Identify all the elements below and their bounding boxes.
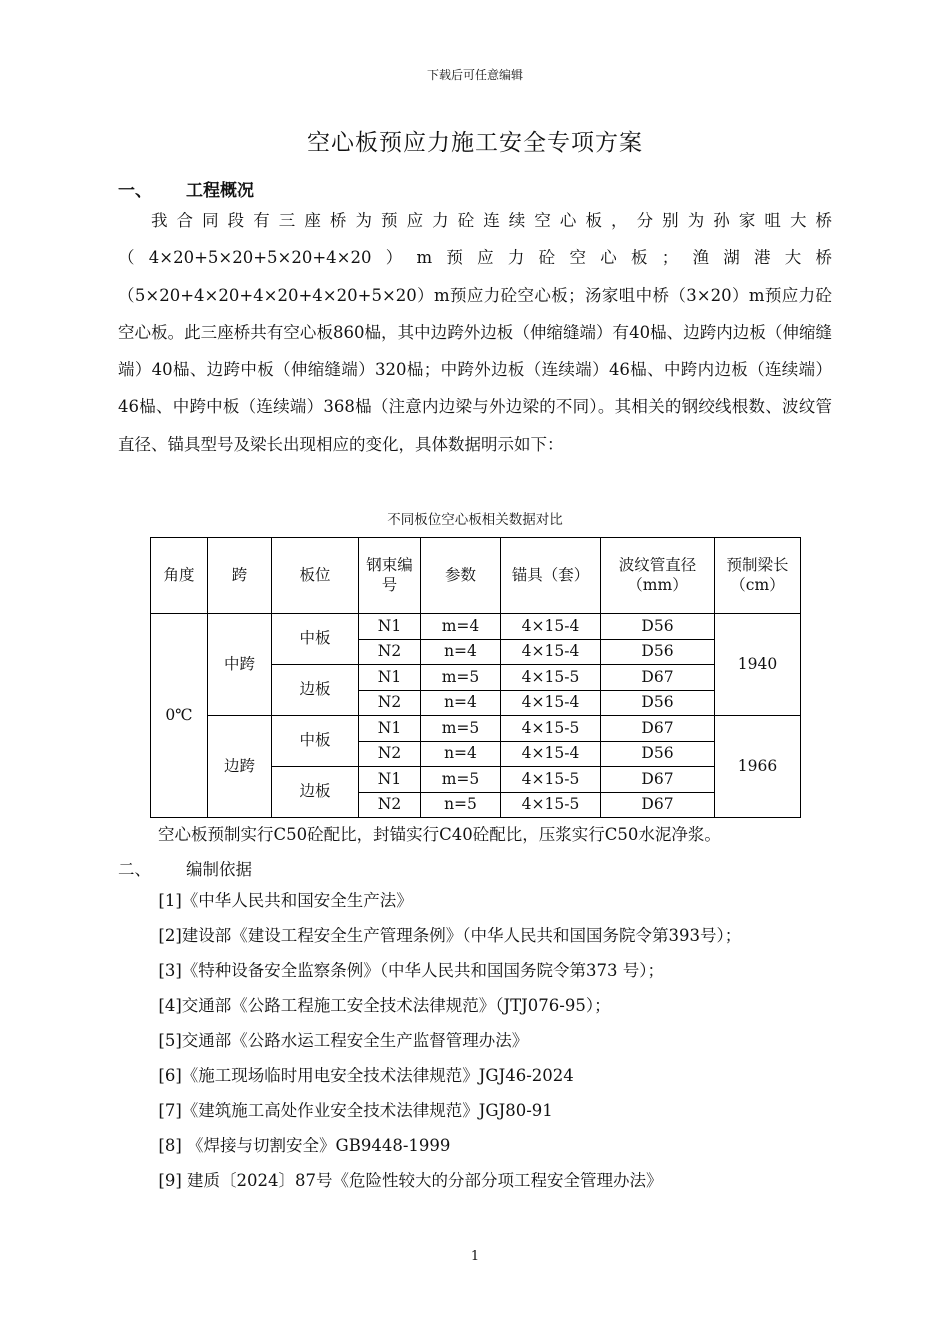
anchor-cell: 4×15-4 [501,741,601,767]
reference-item: [5]交通部《公路水运工程安全生产监督管理办法》 [158,1031,529,1050]
reference-item: [2]建设部《建设工程安全生产管理条例》（中华人民共和国国务院令第393号）； [158,926,742,945]
header-duct: 波纹管直径（mm） [601,538,715,614]
table-row [151,614,801,640]
section-1-number: 一、 [118,181,152,201]
header-length: 预制梁长（cm） [715,538,801,614]
reference-item: [7]《建筑施工高处作业安全技术法律规范》JGJ80-91 [158,1101,553,1120]
position-cell: 中板 [272,614,359,665]
duct-cell: D67 [601,792,715,818]
table-note: 空心板预制实行C50砼配比，封锚实行C40砼配比，压浆实行C50水泥净浆。 [158,825,721,844]
param-cell: n=4 [421,639,501,665]
section-2-title: 编制依据 [186,860,252,879]
param-cell: n=5 [421,792,501,818]
duct-cell: D56 [601,614,715,640]
reference-item: [1]《中华人民共和国安全生产法》 [158,891,413,910]
anchor-cell: 4×15-4 [501,690,601,716]
bundle-cell: N1 [359,767,421,793]
param-cell: m=5 [421,767,501,793]
length-cell: 1940 [715,614,801,716]
anchor-cell: 4×15-4 [501,614,601,640]
bundle-cell: N1 [359,614,421,640]
bundle-cell: N1 [359,665,421,691]
duct-cell: D56 [601,639,715,665]
table-caption: 不同板位空心板相关数据对比 [387,512,563,528]
header-bundle: 钢束编号 [359,538,421,614]
duct-cell: D56 [601,741,715,767]
span-cell: 边跨 [208,716,272,818]
param-cell: m=4 [421,614,501,640]
section-1-heading [118,176,254,201]
table-header-row [151,538,801,614]
header-angle: 角度 [151,538,208,614]
section-1-title: 工程概况 [186,181,254,201]
anchor-cell: 4×15-4 [501,639,601,665]
length-cell: 1966 [715,716,801,818]
table-row [151,716,801,742]
reference-item: [6]《施工现场临时用电安全技术法律规范》JGJ46-2024 [158,1066,574,1085]
page-number: 1 [470,1249,480,1264]
section-2-heading [118,856,252,880]
anchor-cell: 4×15-5 [501,767,601,793]
reference-list [118,883,832,1198]
anchor-cell: 4×15-5 [501,716,601,742]
param-cell: n=4 [421,741,501,767]
duct-cell: D67 [601,716,715,742]
angle-cell: 0℃ [151,614,208,818]
param-cell: n=4 [421,690,501,716]
span-cell: 中跨 [208,614,272,716]
param-cell: m=5 [421,716,501,742]
header-anchor: 锚具（套） [501,538,601,614]
param-cell: m=5 [421,665,501,691]
anchor-cell: 4×15-5 [501,792,601,818]
reference-item: [4]交通部《公路工程施工安全技术法律规范》（JTJ076-95）； [158,996,611,1015]
position-cell: 边板 [272,767,359,818]
duct-cell: D67 [601,767,715,793]
header-note: 下载后可任意编辑 [426,68,523,82]
header-position: 板位 [272,538,359,614]
anchor-cell: 4×15-5 [501,665,601,691]
duct-cell: D56 [601,690,715,716]
header-param: 参数 [421,538,501,614]
document-title: 空心板预应力施工安全专项方案 [307,130,643,156]
duct-cell: D67 [601,665,715,691]
section-1-paragraph: 我合同段有三座桥为预应力砼连续空心板，分别为孙家咀大桥（4×20+5×20+5×20+4×20）m预应力砼空心板；渔湖港大桥（5×20+4×20+4×20+4×20+5×20）m预应力砼空心板；汤家咀中桥（3×20）m预应力砼空心板。此三座桥共有空心板860榀，其中边跨外边板（伸缩缝端）有40榀、边跨内边板（伸缩缝端）40榀、边跨中板（伸缩缝端）320榀；中跨外边板（连续端）46榀、中跨内边板（连续端）46榀、中跨中板（连续端）368榀（注意内边梁与外边梁的不同）。其相关的钢绞线根数、波纹管直径、锚具型号及梁长出现相应的变化，具体数据明示如下： [118,211,832,454]
section-2-number: 二、 [118,860,151,879]
bundle-cell: N2 [359,792,421,818]
reference-item: [9] 建质〔2024〕87号《危险性较大的分部分项工程安全管理办法》 [158,1171,663,1190]
reference-item: [3]《特种设备安全监察条例》（中华人民共和国国务院令第373 号）； [158,961,665,980]
bundle-cell: N2 [359,639,421,665]
bundle-cell: N1 [359,716,421,742]
bundle-cell: N2 [359,741,421,767]
data-table [150,537,801,818]
header-span: 跨 [208,538,272,614]
position-cell: 中板 [272,716,359,767]
reference-item: [8] 《焊接与切割安全》GB9448-1999 [158,1136,451,1155]
position-cell: 边板 [272,665,359,716]
bundle-cell: N2 [359,690,421,716]
